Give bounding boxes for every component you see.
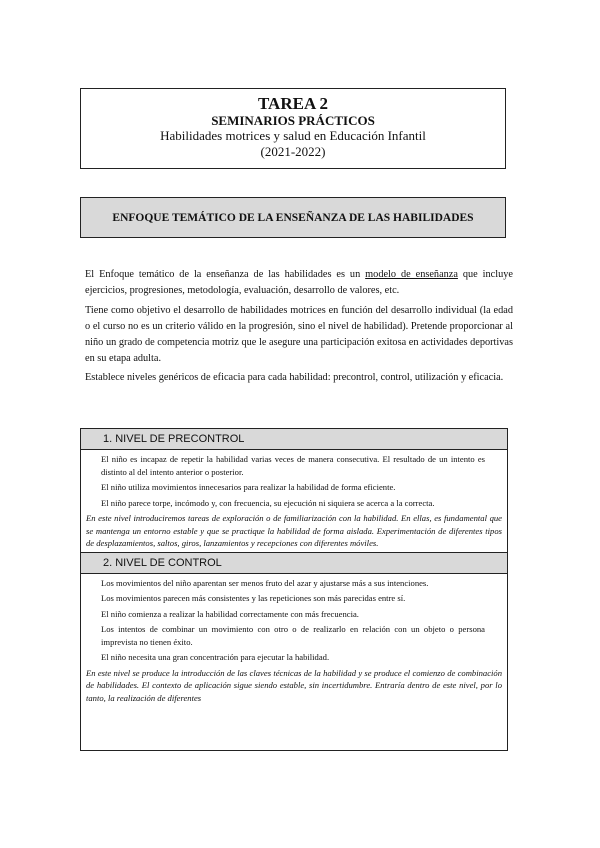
list-item: Los movimientos parecen más consistentes y las repeticiones son más parecidas entre sí. [101, 593, 406, 603]
academic-year: (2021-2022) [260, 144, 326, 159]
list-item: El niño utiliza movimientos innecesarios para realizar la habilidad de forma eficiente. [101, 482, 396, 492]
list-item: El niño parece torpe, incómodo y, con frecuencia, su ejecución ni siquiera se acerca a la correcta. [101, 497, 435, 508]
document-title: TAREA 2 [257, 94, 329, 113]
modelo-ensenanza-link[interactable]: modelo de enseñanza [365, 269, 458, 280]
topic-heading: ENFOQUE TEMÁTICO DE LA ENSEÑANZA DE LAS HABILIDADES [112, 211, 474, 224]
level-note-precontrol: En este nivel introduciremos tareas de exploración o de familiarización con la habilidad. En ellas, es fundamental que se mantenga un entorno estable y que se practique la habilidad de forma aislada. Experimentación de diferentes tipos de desplazamientos, saltos, giros, lanzamientos y recepciones con diferentes móviles. [86, 513, 502, 548]
intro-p1-text-b: que incluye ejercicios, progresiones, metodología, evaluación, desarrollo de valores, etc. [85, 269, 513, 296]
list-item: El niño necesita una gran concentración para ejecutar la habilidad. [101, 652, 330, 662]
intro-paragraph-3: Establece niveles genéricos de eficacia para cada habilidad: precontrol, control, utilización y eficacia. [85, 372, 504, 383]
document-subtitle: SEMINARIOS PRÁCTICOS [211, 113, 375, 128]
intro-p1-text-a: El Enfoque temático de la enseñanza de las habilidades es un [85, 269, 366, 280]
list-item: Los movimientos del niño aparentan ser menos fruto del azar y ajustarse más a sus intenciones. [101, 577, 429, 588]
intro-paragraph-2: Tiene como objetivo el desarrollo de habilidades motrices en función del desarrollo individual (la edad o el curso no es un criterio válido en la progresión, sino el nivel de habilidad). Pretende proporcionar al niño un grado de competencia motriz que le asegure una participación exitosa en actividades deportivas en su etapa adulta. [85, 305, 513, 364]
level-note-control: En este nivel se produce la introducción de las claves técnicas de la habilidad y se produce el comienzo de combinación de habilidades. El contexto de aplicación sigue siendo estable, sin incertidumbre. Entraría dentro de este nivel, por lo tanto, la realización de diferentes [86, 667, 502, 703]
topic-heading-box [80, 197, 506, 238]
title-box [80, 88, 506, 169]
list-item: Los intentos de combinar un movimiento con otro o de realizarlo en relación con un objeto o persona imprevista no tienen éxito. [101, 624, 485, 647]
list-item: El niño es incapaz de repetir la habilidad varias veces de manera consecutiva. El resultado de un intento es distinto al del intento anterior o posterior. [101, 454, 485, 477]
course-name: Habilidades motrices y salud en Educación Infantil [160, 128, 426, 143]
list-item: El niño comienza a realizar la habilidad correctamente con más frecuencia. [101, 608, 359, 619]
intro-paragraph-1 [85, 267, 513, 299]
level-heading-control: 2. NIVEL DE CONTROL [81, 552, 507, 574]
level-heading-precontrol: 1. NIVEL DE PRECONTROL [81, 429, 507, 450]
levels-table [80, 428, 508, 751]
